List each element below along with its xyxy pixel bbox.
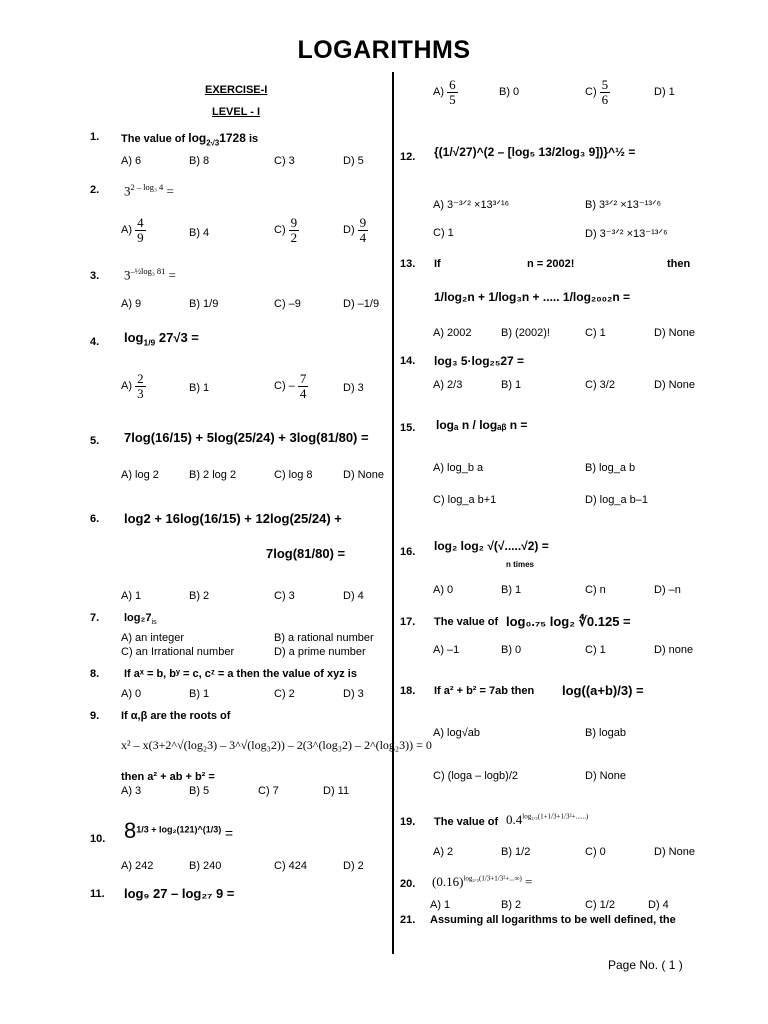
question-expression: log₃ 5·log₂₅27 = [434,354,525,368]
question-expression: $\log_{1/9} 27√3$ = [124,330,199,348]
option-d: D) 4 [343,590,364,602]
option-d: D) 3⁻³ᐟ² ×13⁻¹³ᐟ⁶ [585,228,668,240]
option-d: D) log_a b–1 [585,494,648,506]
option-c: C) 3 [274,590,295,602]
option-d: D) None [654,846,695,858]
option-c: C) $\frac{9}{2}$ [274,215,298,245]
option-c: C) 0 [585,846,606,858]
option-c: C) 1 [433,227,454,239]
option-b: B) 8 [189,155,210,167]
question-expression: log₉ 27 – log₂₇ 9 = [124,886,235,901]
question-text: If a² + b² = 7ab then [434,685,535,697]
page-number: Page No. ( 1 ) [608,958,683,972]
question-expression: x² – x(3+2^√(log₂3) – 3^√(log₃2)) – 2(3^(log₃2) – 2^(log₂3)) = 0 [121,738,432,752]
option-b: B) 1/9 [189,298,219,310]
option-d: D) None [654,379,695,391]
question-number: 13. [400,258,416,270]
question-number: 10. [90,833,106,845]
option-c: C) 3/2 [585,379,615,391]
question-number: 4. [90,336,100,348]
option-a: A) –1 [433,644,460,656]
question-text: then [667,258,691,270]
option-d: D) 5 [343,155,364,167]
option-a: A) $\frac{6}{5}$ [433,77,456,107]
option-d: D) 4 [648,899,669,911]
option-c: C) n [585,584,606,596]
column-divider [392,72,394,954]
option-d: D) a prime number [274,646,366,658]
question-text: If aˣ = b, bʸ = c, cᶻ = a then the value of xyz is [124,668,357,680]
option-a: A) log_b a [433,462,484,474]
option-c: C) (loga – logb)/2 [433,770,518,782]
question-expression: {(1/√27)^(2 – [log₅ 13/2log₃ 9])}^½ = [434,145,636,159]
option-b: B) 3³ᐟ² ×13⁻¹³ᐟ⁶ [585,199,662,211]
option-b: B) 1 [501,584,522,596]
option-b: B) a rational number [274,632,374,644]
question-expression: log((a+b)/3) = [562,683,644,698]
option-b: B) 1/2 [501,846,531,858]
question-text: Assuming all logarithms to be well defined, the [430,914,676,926]
question-number: 1. [90,131,100,143]
option-c: C) 1 [585,644,606,656]
question-expression: log₀.₇₅ log₂ ∜0.125 = [506,614,631,629]
option-c: C) 1 [585,327,606,339]
option-a: A) log 2 [121,469,159,481]
option-c: C) –9 [274,298,301,310]
question-text: If α,β are the roots of [121,710,231,722]
question-note: n times [506,560,535,569]
option-b: B) 1 [189,382,210,394]
option-d: D) –n [654,584,681,596]
option-d: D) $\frac{9}{4}$ [343,215,367,245]
question-expression: $3^{2 - log_3 4}$ = [124,182,174,199]
option-c: C) 7 [258,785,279,797]
option-d: D) 1 [654,86,675,98]
question-text: The value of $\log_{2√3}1728$ is [121,131,259,148]
question-number: 8. [90,668,100,680]
option-c: C) 1/2 [585,899,615,911]
page-title: LOGARITHMS [297,36,471,64]
question-number: 6. [90,513,100,525]
question-number: 20. [400,878,416,890]
question-text: If [434,258,441,270]
question-text: The value of [434,616,499,628]
option-a: A) 0 [121,688,142,700]
question-number: 11. [90,888,105,900]
question-number: 18. [400,685,416,697]
question-number: 9. [90,710,100,722]
option-b: B) 0 [499,86,520,98]
option-b: B) 1 [189,688,210,700]
option-d: D) –1/9 [343,298,380,310]
question-expression: logₐ n / logₐᵦ n = [436,418,528,432]
option-a: A) 1 [121,590,142,602]
question-expression: $0.4^{log_2._5(1+1/3+1/3^2+......)}$ [506,812,589,827]
option-b: B) log_a b [585,462,636,474]
option-a: A) 3 [121,785,142,797]
option-c: C) 424 [274,860,308,872]
option-b: B) (2002)! [501,327,550,339]
option-c: C) log_a b+1 [433,494,497,506]
question-expression: $3^{-\frac{1}{2}log_3 81}$ = [124,266,176,283]
question-number: 16. [400,546,416,558]
question-expression: log₂ log₂ √(√.....√2) = [434,539,549,553]
option-c: C) 2 [274,688,295,700]
option-b: B) 5 [189,785,210,797]
question-text-cont: then a² + ab + b² = [121,771,215,783]
option-a: A) 2/3 [433,379,463,391]
option-d: D) none [654,644,694,656]
option-d: D) 3 [343,688,364,700]
option-a: A) 1 [430,899,451,911]
option-d: D) None [343,469,384,481]
option-a: A) 9 [121,298,142,310]
question-text: The value of [434,816,499,828]
question-number: 3. [90,270,100,282]
option-a: A) an integer [121,632,184,644]
option-b: B) 2 [189,590,210,602]
option-a: A) $\frac{4}{9}$ [121,215,144,245]
option-b: B) 0 [501,644,522,656]
question-text: $\log_27_{is}$ [124,612,157,627]
option-d: D) 11 [323,785,350,797]
option-a: A) 2 [433,846,454,858]
option-d: D) None [585,770,626,782]
option-d: D) 2 [343,860,364,872]
option-b: B) 1 [501,379,522,391]
option-a: A) 0 [433,584,454,596]
question-expression-cont: 7log(81/80) = [266,546,346,561]
question-number: 21. [400,914,416,926]
level-heading: LEVEL - I [212,106,261,118]
question-expression: log2 + 16log(16/15) + 12log(25/24) + [124,511,342,526]
question-number: 2. [90,184,100,196]
question-number: 19. [400,816,416,828]
option-b: B) logab [585,727,626,739]
option-a: A) 3⁻³ᐟ² ×13³ᐟ¹⁶ [433,199,510,211]
option-d: D) 3 [343,382,364,394]
option-c: C) 3 [274,155,295,167]
option-a: A) $\frac{2}{3}$ [121,371,144,401]
question-expression: 7log(16/15) + 5log(25/24) + 3log(81/80) = [124,430,369,445]
option-b: B) 240 [189,860,222,872]
question-number: 5. [90,435,100,447]
question-number: 14. [400,355,416,367]
option-b: B) 2 [501,899,522,911]
option-a: A) 242 [121,860,154,872]
option-a: A) 2002 [433,327,472,339]
option-c: C) $\frac{5}{6}$ [585,77,609,107]
option-b: B) 4 [189,227,210,239]
question-expression: $(0.16)^{log_2._5(1/3+1/3^2+...\infty)}$ = [432,874,533,889]
option-c: C) – $\frac{7}{4}$ [274,371,307,401]
option-c: C) log 8 [274,469,313,481]
option-a: A) 6 [121,155,142,167]
option-b: B) 2 log 2 [189,469,237,481]
question-number: 7. [90,612,100,624]
question-number: 15. [400,422,416,434]
question-text: n = 2002! [527,258,575,270]
question-expression: 1/log₂n + 1/log₃n + ..... 1/log₂₀₀₂n = [434,290,631,304]
option-a: A) log√ab [433,727,481,739]
question-number: 12. [400,151,416,163]
option-c: C) an Irrational number [121,646,235,658]
question-expression: $8^{1/3 + log_2(121)\^{}(1/3)}$ = [124,818,234,843]
question-number: 17. [400,616,416,628]
exercise-heading: EXERCISE-I [205,84,268,96]
option-d: D) None [654,327,695,339]
